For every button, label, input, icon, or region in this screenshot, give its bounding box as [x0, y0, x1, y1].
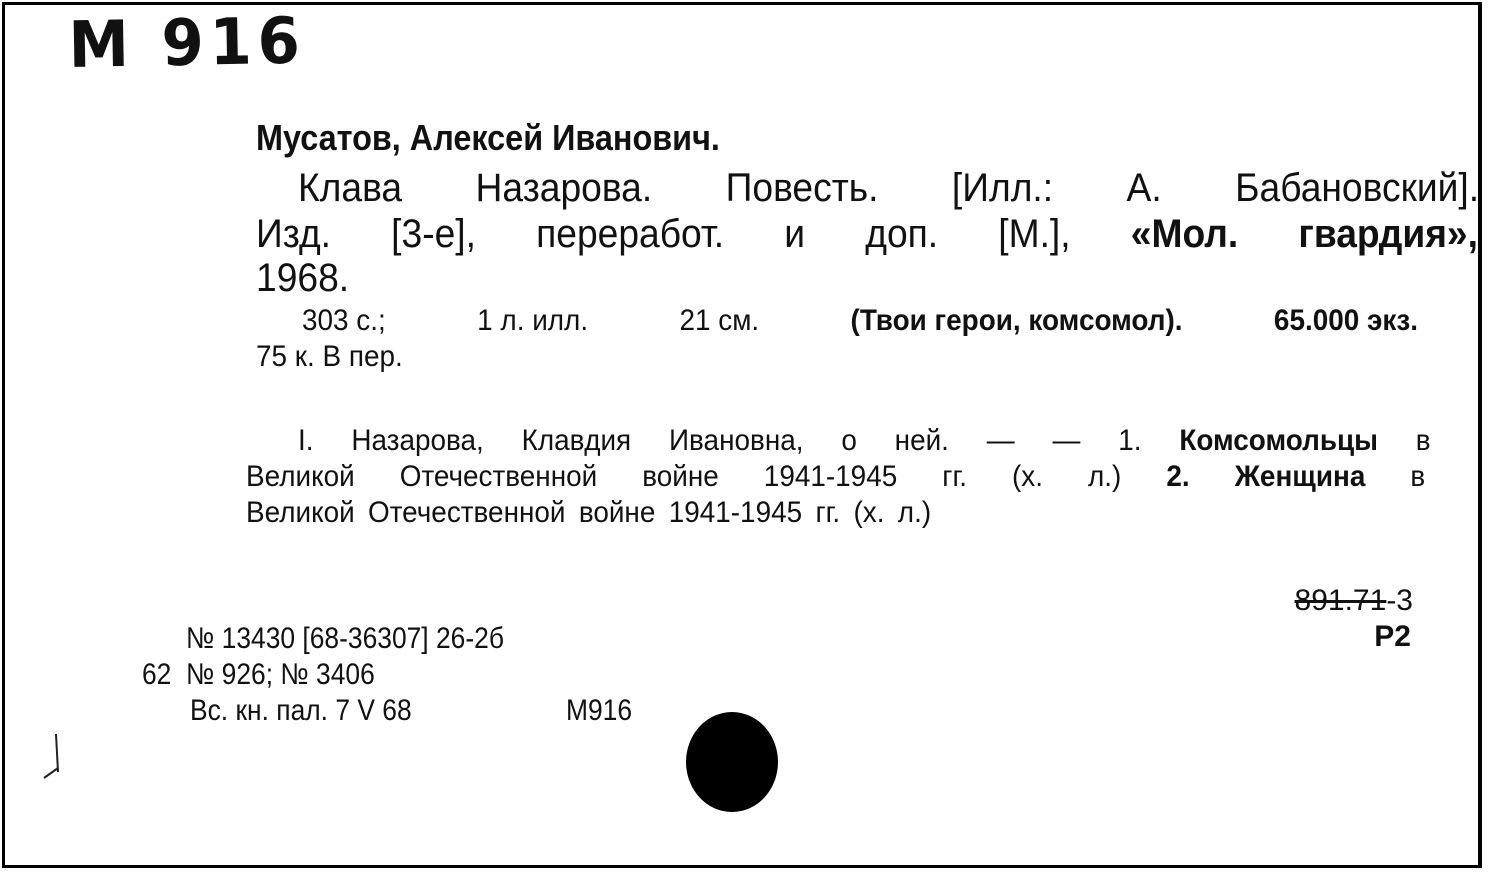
- classification-code-2: Р2: [1374, 620, 1411, 653]
- subjects-line-1-word-11: в: [1415, 424, 1431, 457]
- subjects-line-2-word-5: гг.: [942, 460, 967, 493]
- title-line-1-word-5: А.: [1126, 166, 1162, 210]
- title-line-3: 1968.: [256, 256, 350, 300]
- title-line-2-word-5: доп.: [865, 212, 939, 256]
- classification-code-1: [1295, 586, 1413, 616]
- subjects-line-1-word-2: Назарова,: [351, 424, 484, 457]
- subjects-line-1-word-6: ней.: [894, 424, 949, 457]
- subjects-line-2-word-3: войне: [642, 460, 719, 493]
- subjects-line-1-word-10: Комсомольцы: [1179, 424, 1378, 457]
- title-line-1-word-4: [Илл.:: [951, 166, 1054, 210]
- title-line-1-word-1: Клава: [298, 166, 403, 210]
- classification-code-suffix: -3: [1386, 584, 1413, 617]
- subjects-line-2-word-9: Женщина: [1234, 460, 1366, 493]
- collation-segment-3: 21 см.: [679, 304, 760, 337]
- subjects-line-2-word-8: 2.: [1166, 460, 1190, 493]
- footer-line-2: № 926; № 3406: [186, 658, 375, 691]
- footer-line-2-prefix: 62: [142, 658, 172, 691]
- collation-line-2: 75 к. В пер.: [256, 340, 403, 373]
- punch-hole: [686, 712, 778, 812]
- collation-line-1: [302, 306, 1418, 336]
- subjects-line-1-word-8: —: [1052, 424, 1081, 457]
- collation-segment-5: 65.000 экз.: [1273, 304, 1418, 337]
- subjects-line-2-word-2: Отечественной: [399, 460, 598, 493]
- subjects-line-1-word-3: Клавдия: [521, 424, 632, 457]
- subjects-line-1-word-1: I.: [298, 424, 314, 457]
- title-line-2-word-4: и: [784, 212, 806, 256]
- pencil-mark: [36, 732, 66, 786]
- call-number: M 916: [67, 4, 307, 83]
- subjects-line-1-word-4: Ивановна,: [668, 424, 804, 457]
- footer-line-1: № 13430 [68-36307] 26-2б: [186, 622, 504, 655]
- footer-line-3: Вс. кн. пал. 7 V 68: [190, 694, 412, 727]
- subjects-line-1: [298, 426, 1431, 456]
- subjects-line-3: Великой Отечественной войне 1941-1945 гг. (х. л.): [246, 496, 932, 529]
- subjects-line-1-word-9: 1.: [1118, 424, 1142, 457]
- title-line-2: [256, 214, 1478, 254]
- subjects-line-2-word-10: в: [1410, 460, 1426, 493]
- subjects-line-2-word-4: 1941-1945: [763, 460, 898, 493]
- collation-segment-2: 1 л. илл.: [477, 304, 589, 337]
- title-line-1: [298, 168, 1479, 208]
- title-line-1-word-2: Назарова.: [475, 166, 653, 210]
- footer-line-3-right: M916: [566, 694, 633, 727]
- title-line-1-word-3: Повесть.: [725, 166, 879, 210]
- subjects-line-2-word-1: Великой: [246, 460, 355, 493]
- subjects-line-2-word-7: л.): [1088, 460, 1122, 493]
- title-line-2-word-8: гвардия»,: [1298, 212, 1478, 256]
- title-line-2-word-7: «Мол.: [1130, 212, 1239, 256]
- author-heading: Мусатов, Алексей Иванович.: [256, 117, 720, 158]
- classification-code-struck: 891.71: [1294, 584, 1387, 617]
- subjects-line-2-word-6: (х.: [1012, 460, 1043, 493]
- title-line-2-word-2: [3-е],: [391, 212, 476, 256]
- title-line-1-word-6: Бабановский].: [1235, 166, 1480, 210]
- collation-segment-1: 303 с.;: [302, 304, 386, 337]
- title-line-2-word-3: переработ.: [536, 212, 725, 256]
- collation-segment-4: (Твои герои, комсомол).: [850, 304, 1183, 337]
- subjects-line-1-word-7: —: [986, 424, 1015, 457]
- subjects-line-1-word-5: о: [841, 424, 857, 457]
- subjects-line-2: [246, 462, 1425, 492]
- title-line-2-word-6: [М.],: [998, 212, 1071, 256]
- title-line-2-word-1: Изд.: [256, 212, 332, 256]
